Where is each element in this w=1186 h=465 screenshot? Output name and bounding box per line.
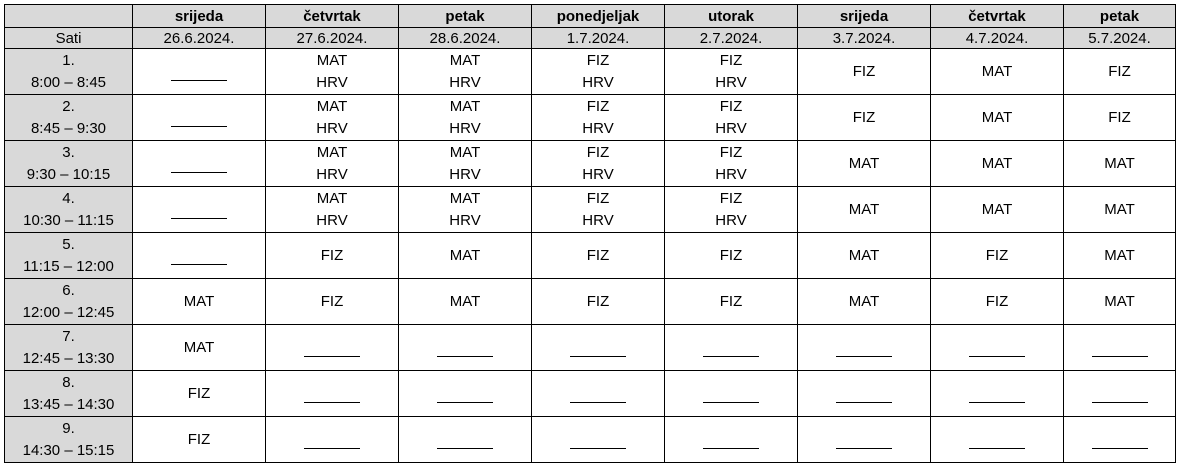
subject-cell: [931, 417, 1064, 463]
empty-slot-line: [969, 356, 1025, 357]
subject-label: MAT: [981, 62, 1013, 80]
subject-cell: [532, 325, 665, 371]
empty-slot-line: [703, 402, 759, 403]
subject-label: MAT: [1104, 292, 1135, 310]
subject-label: FIZ: [719, 189, 743, 207]
subject-cell: [532, 417, 665, 463]
subject-cell: [798, 325, 931, 371]
subject-label: MAT: [848, 154, 880, 172]
subject-cell: [665, 141, 798, 187]
subject-label: MAT: [183, 292, 215, 310]
period-number: 6.: [62, 281, 75, 299]
hours-label: Sati: [5, 28, 133, 49]
period-time: 12:45 – 13:30: [22, 349, 115, 367]
day-header: petak: [399, 5, 532, 28]
subject-label: MAT: [449, 143, 481, 161]
subject-cell: [266, 187, 399, 233]
subject-cell: [399, 95, 532, 141]
subject-label: FIZ: [719, 143, 743, 161]
subject-cell: [931, 371, 1064, 417]
subject-cell: [665, 417, 798, 463]
subject-label: FIZ: [187, 384, 211, 402]
subject-label: HRV: [582, 165, 614, 183]
subject-cell: [399, 371, 532, 417]
subject-cell: [1064, 95, 1176, 141]
subject-cell: [1064, 49, 1176, 95]
subject-label: HRV: [449, 211, 481, 229]
subject-cell: [532, 279, 665, 325]
empty-slot-line: [171, 126, 227, 127]
subject-cell: [266, 49, 399, 95]
subject-label: FIZ: [586, 246, 610, 264]
subject-cell: [532, 49, 665, 95]
subject-cell: [399, 141, 532, 187]
empty-slot-line: [171, 172, 227, 173]
empty-slot-line: [969, 402, 1025, 403]
empty-slot-line: [570, 402, 626, 403]
empty-slot-line: [304, 402, 360, 403]
subject-label: MAT: [316, 189, 348, 207]
period-number: 3.: [62, 143, 75, 161]
period-time: 12:00 – 12:45: [22, 303, 115, 321]
subject-cell: [665, 371, 798, 417]
date-header: 1.7.2024.: [532, 28, 665, 49]
subject-label: FIZ: [1108, 62, 1131, 80]
table-row: [5, 371, 1176, 417]
subject-cell: [1064, 187, 1176, 233]
period-number: 8.: [62, 373, 75, 391]
day-header: ponedjeljak: [532, 5, 665, 28]
subject-cell: [399, 233, 532, 279]
table-row: [5, 279, 1176, 325]
day-header: četvrtak: [266, 5, 399, 28]
subject-cell: [665, 49, 798, 95]
subject-cell: [266, 141, 399, 187]
subject-cell: [798, 141, 931, 187]
empty-slot-line: [969, 448, 1025, 449]
subject-label: MAT: [316, 51, 348, 69]
subject-cell: [931, 325, 1064, 371]
period-time: 9:30 – 10:15: [26, 165, 111, 183]
subject-label: MAT: [316, 143, 348, 161]
subject-label: FIZ: [985, 292, 1009, 310]
subject-cell: [665, 233, 798, 279]
day-header: utorak: [665, 5, 798, 28]
period-cell: [5, 233, 133, 279]
subject-label: HRV: [449, 165, 481, 183]
subject-label: HRV: [316, 165, 348, 183]
subject-cell: [133, 233, 266, 279]
subject-cell: [266, 325, 399, 371]
subject-cell: [798, 279, 931, 325]
period-cell: [5, 279, 133, 325]
empty-slot-line: [1092, 356, 1148, 357]
period-number: 2.: [62, 97, 75, 115]
subject-label: MAT: [449, 51, 481, 69]
subject-cell: [532, 233, 665, 279]
subject-label: HRV: [715, 165, 747, 183]
empty-slot-line: [1092, 448, 1148, 449]
period-cell: [5, 95, 133, 141]
empty-slot-line: [304, 356, 360, 357]
subject-label: MAT: [848, 200, 880, 218]
subject-cell: [266, 279, 399, 325]
empty-slot-line: [437, 402, 493, 403]
subject-cell: [532, 187, 665, 233]
subject-cell: [1064, 417, 1176, 463]
subject-cell: [798, 49, 931, 95]
period-cell: [5, 371, 133, 417]
subject-cell: [931, 141, 1064, 187]
subject-cell: [1064, 325, 1176, 371]
period-number: 4.: [62, 189, 75, 207]
subject-cell: [133, 371, 266, 417]
subject-label: FIZ: [586, 97, 610, 115]
header-dates-row: [5, 28, 1176, 49]
subject-cell: [1064, 279, 1176, 325]
period-cell: [5, 187, 133, 233]
subject-label: FIZ: [719, 292, 743, 310]
subject-label: FIZ: [719, 246, 743, 264]
day-header: četvrtak: [931, 5, 1064, 28]
exam-schedule-table: [4, 4, 1176, 463]
subject-label: FIZ: [586, 292, 610, 310]
subject-cell: [665, 279, 798, 325]
subject-cell: [798, 371, 931, 417]
empty-slot-line: [570, 356, 626, 357]
subject-label: FIZ: [320, 292, 344, 310]
subject-label: MAT: [183, 338, 215, 356]
subject-cell: [532, 95, 665, 141]
subject-cell: [931, 95, 1064, 141]
subject-label: FIZ: [187, 430, 211, 448]
subject-label: FIZ: [985, 246, 1009, 264]
corner-cell: [5, 5, 133, 28]
empty-slot-line: [836, 402, 892, 403]
subject-label: FIZ: [586, 189, 610, 207]
empty-slot-line: [171, 218, 227, 219]
subject-cell: [1064, 141, 1176, 187]
subject-label: MAT: [449, 246, 481, 264]
subject-cell: [665, 187, 798, 233]
subject-label: MAT: [981, 154, 1013, 172]
subject-cell: [798, 233, 931, 279]
subject-cell: [133, 279, 266, 325]
subject-label: HRV: [316, 211, 348, 229]
subject-cell: [133, 49, 266, 95]
subject-cell: [931, 233, 1064, 279]
period-cell: [5, 325, 133, 371]
subject-label: MAT: [848, 246, 880, 264]
subject-label: HRV: [582, 73, 614, 91]
subject-cell: [399, 417, 532, 463]
subject-cell: [532, 141, 665, 187]
subject-cell: [266, 417, 399, 463]
empty-slot-line: [703, 356, 759, 357]
empty-slot-line: [1092, 402, 1148, 403]
subject-cell: [266, 233, 399, 279]
period-cell: [5, 49, 133, 95]
subject-cell: [399, 187, 532, 233]
subject-cell: [931, 279, 1064, 325]
subject-cell: [399, 279, 532, 325]
subject-cell: [1064, 233, 1176, 279]
empty-slot-line: [437, 448, 493, 449]
date-header: 4.7.2024.: [931, 28, 1064, 49]
date-header: 2.7.2024.: [665, 28, 798, 49]
subject-label: HRV: [316, 73, 348, 91]
subject-label: MAT: [1104, 154, 1135, 172]
subject-cell: [133, 417, 266, 463]
table-row: [5, 187, 1176, 233]
date-header: 3.7.2024.: [798, 28, 931, 49]
subject-cell: [266, 95, 399, 141]
day-header: petak: [1064, 5, 1176, 28]
subject-cell: [931, 187, 1064, 233]
subject-label: FIZ: [320, 246, 344, 264]
subject-label: HRV: [715, 119, 747, 137]
subject-label: HRV: [582, 119, 614, 137]
subject-label: FIZ: [586, 143, 610, 161]
period-number: 7.: [62, 327, 75, 345]
subject-label: FIZ: [586, 51, 610, 69]
empty-slot-line: [437, 356, 493, 357]
table-row: [5, 49, 1176, 95]
period-number: 1.: [62, 51, 75, 69]
subject-cell: [399, 325, 532, 371]
subject-label: MAT: [1104, 246, 1135, 264]
subject-label: HRV: [449, 73, 481, 91]
empty-slot-line: [304, 448, 360, 449]
subject-cell: [1064, 371, 1176, 417]
period-time: 8:00 – 8:45: [30, 73, 107, 91]
period-cell: [5, 417, 133, 463]
empty-slot-line: [703, 448, 759, 449]
subject-cell: [133, 187, 266, 233]
date-header: 26.6.2024.: [133, 28, 266, 49]
subject-label: HRV: [582, 211, 614, 229]
period-number: 9.: [62, 419, 75, 437]
subject-label: MAT: [449, 189, 481, 207]
date-header: 5.7.2024.: [1064, 28, 1176, 49]
empty-slot-line: [836, 356, 892, 357]
table-row: [5, 95, 1176, 141]
date-header: 28.6.2024.: [399, 28, 532, 49]
subject-cell: [798, 417, 931, 463]
subject-label: HRV: [316, 119, 348, 137]
date-header: 27.6.2024.: [266, 28, 399, 49]
period-time: 14:30 – 15:15: [22, 441, 115, 459]
subject-label: FIZ: [719, 97, 743, 115]
subject-label: FIZ: [852, 108, 876, 126]
subject-label: FIZ: [719, 51, 743, 69]
subject-cell: [532, 371, 665, 417]
subject-label: MAT: [981, 200, 1013, 218]
subject-cell: [665, 325, 798, 371]
subject-label: FIZ: [852, 62, 876, 80]
subject-cell: [798, 187, 931, 233]
table-row: [5, 233, 1176, 279]
subject-label: MAT: [848, 292, 880, 310]
table-row: [5, 325, 1176, 371]
empty-slot-line: [171, 80, 227, 81]
subject-label: HRV: [715, 211, 747, 229]
period-cell: [5, 141, 133, 187]
subject-label: MAT: [449, 97, 481, 115]
empty-slot-line: [570, 448, 626, 449]
subject-cell: [133, 325, 266, 371]
subject-cell: [399, 49, 532, 95]
subject-label: MAT: [981, 108, 1013, 126]
subject-label: HRV: [449, 119, 481, 137]
subject-label: MAT: [316, 97, 348, 115]
period-number: 5.: [62, 235, 75, 253]
subject-cell: [133, 95, 266, 141]
empty-slot-line: [171, 264, 227, 265]
subject-cell: [266, 371, 399, 417]
subject-cell: [798, 95, 931, 141]
subject-label: MAT: [1104, 200, 1135, 218]
subject-cell: [931, 49, 1064, 95]
subject-label: MAT: [449, 292, 481, 310]
subject-cell: [133, 141, 266, 187]
table-row: [5, 417, 1176, 463]
subject-label: FIZ: [1108, 108, 1131, 126]
period-time: 8:45 – 9:30: [30, 119, 107, 137]
header-days-row: [5, 5, 1176, 28]
period-time: 10:30 – 11:15: [23, 211, 114, 229]
empty-slot-line: [836, 448, 892, 449]
period-time: 11:15 – 12:00: [23, 257, 114, 275]
day-header: srijeda: [798, 5, 931, 28]
subject-label: HRV: [715, 73, 747, 91]
subject-cell: [665, 95, 798, 141]
period-time: 13:45 – 14:30: [22, 395, 115, 413]
table-row: [5, 141, 1176, 187]
day-header: srijeda: [133, 5, 266, 28]
